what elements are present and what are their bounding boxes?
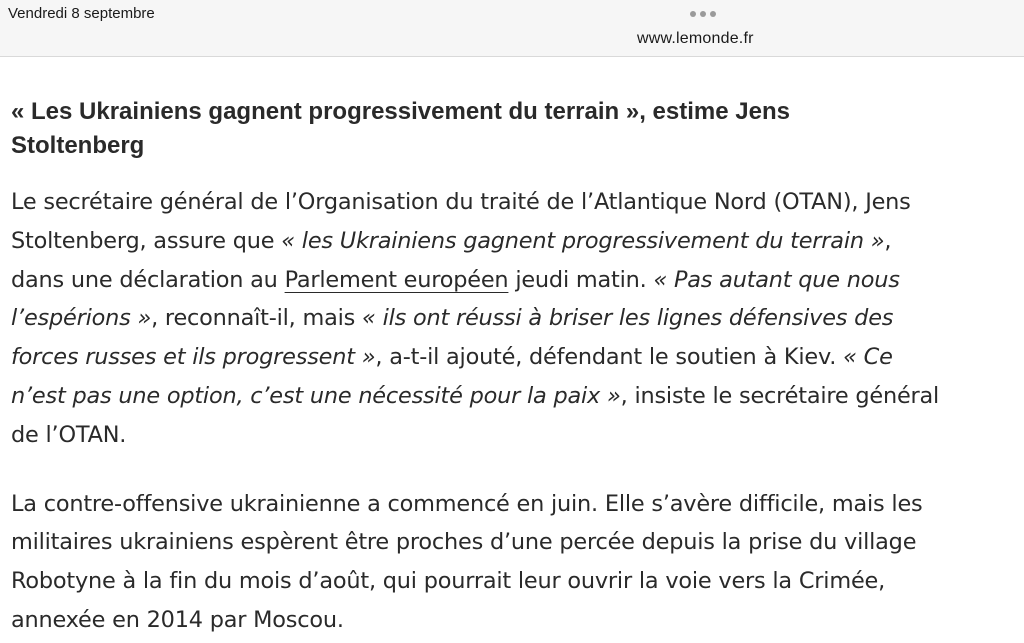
text-segment: jeudi matin. bbox=[508, 266, 654, 293]
article-paragraph-1 bbox=[11, 183, 951, 455]
quote: « les Ukrainiens gagnent progressivement du terrain » bbox=[281, 227, 885, 254]
text-segment: , insiste le secrétaire général de l’OTAN. bbox=[11, 382, 940, 448]
text-segment: Le secrétaire général de l’Organisation du traité de l’Atlantique Nord (OTAN), Jens Stoltenberg, assure que bbox=[11, 189, 911, 254]
article-headline: « Les Ukrainiens gagnent progressivement du terrain », estime Jens Stoltenberg bbox=[11, 98, 790, 159]
multitasking-dots-icon[interactable] bbox=[690, 11, 716, 17]
status-date: Vendredi 8 septembre bbox=[8, 5, 155, 22]
article-body bbox=[11, 57, 1011, 640]
dot bbox=[700, 11, 706, 17]
article-paragraph-2: La contre-offensive ukrainienne a commencé en juin. Elle s’avère difficile, mais les militaires ukrainiens espèrent être proches d’une percée depuis la prise du village Robotyne à la fin du mois d’août, qui pourrait leur ouvrir la voie vers la Crimée, annexée en 2014 par Moscou. bbox=[11, 490, 923, 633]
text-segment: , dans une déclaration au bbox=[11, 227, 892, 293]
text-segment: , a-t-il ajouté, défendant le soutien à Kiev. bbox=[375, 344, 844, 371]
quote: « ils ont réussi à briser les lignes défensives des forces russes et ils progressent » bbox=[11, 305, 894, 371]
parlement-europeen-link[interactable]: Parlement européen bbox=[284, 266, 509, 293]
quote: « Pas autant que nous l’espérions » bbox=[11, 266, 900, 332]
url-bar[interactable]: www.lemonde.fr bbox=[637, 30, 754, 47]
dot bbox=[710, 11, 716, 17]
quote: « Ce n’est pas une option, c’est une nécessité pour la paix » bbox=[11, 344, 893, 409]
status-bar bbox=[0, 0, 1024, 57]
text-segment: , reconnaît-il, mais bbox=[151, 305, 363, 332]
dot bbox=[690, 11, 696, 17]
